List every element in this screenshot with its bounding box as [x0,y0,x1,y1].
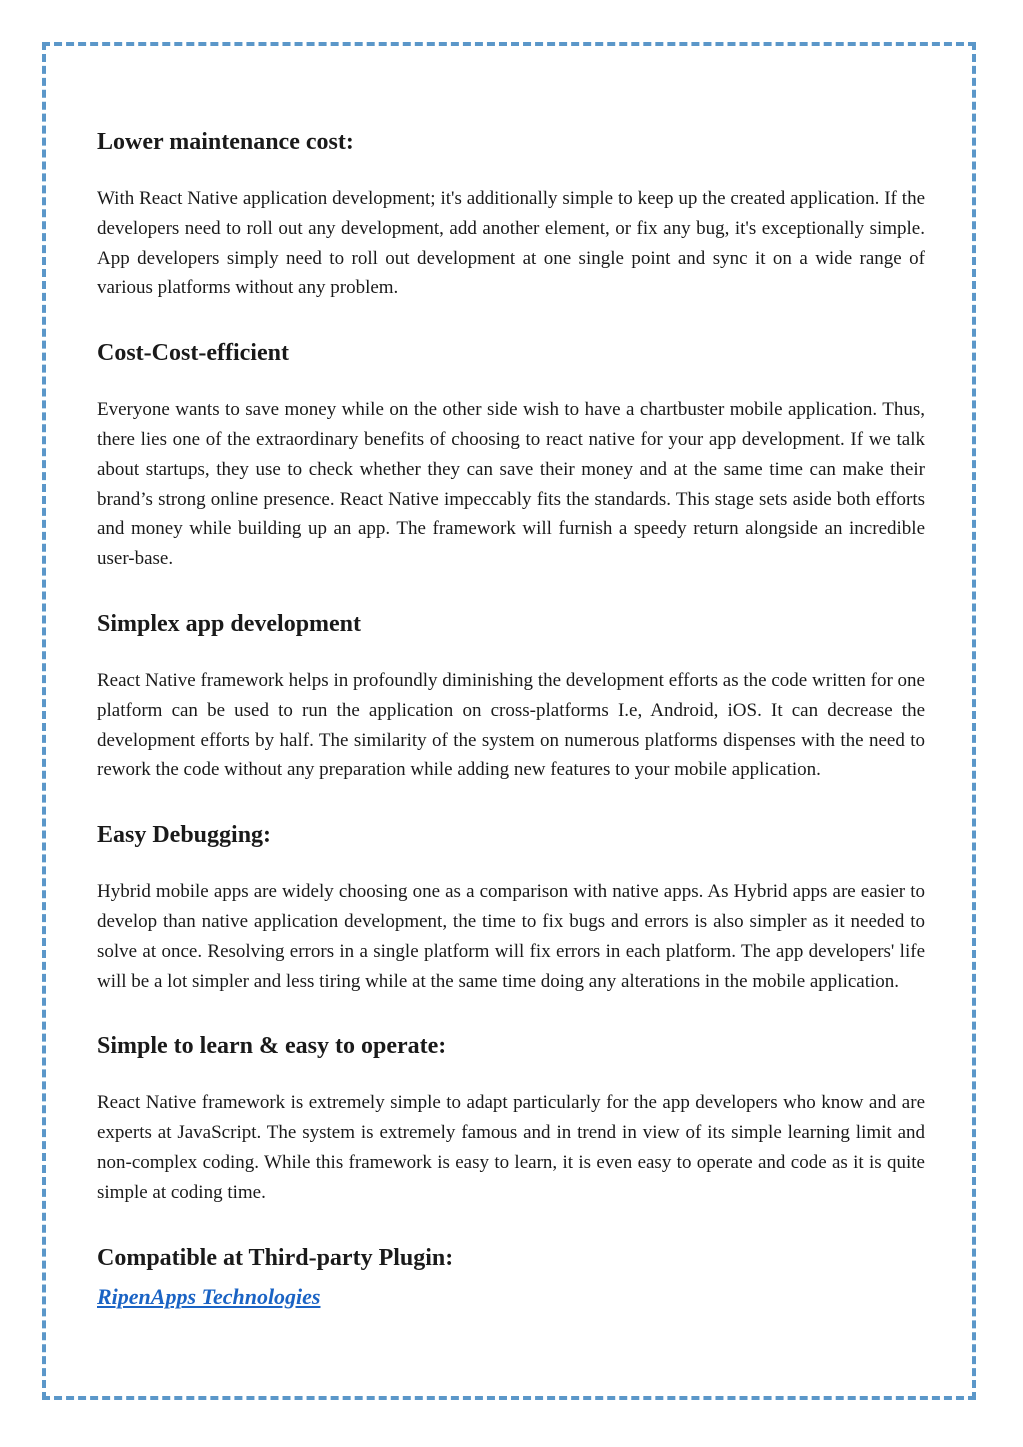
section-lower-maintenance-cost [97,122,925,303]
section-paragraph: Hybrid mobile apps are widely choosing one as a comparison with native apps. As Hybrid apps are easier to develop than native application development, the time to fix bugs and errors is also simpler as it needed to solve at once. Resolving errors in a single platform will fix errors in each platform. The app developers' life will be a lot simpler and less tiring while at the same time doing any alterations in the mobile application. [97,881,925,992]
section-heading: Simple to learn & easy to operate: [97,1033,447,1060]
section-paragraph: React Native framework is extremely simple to adapt particularly for the app developers who know and are experts at JavaScript. The system is extremely famous and in trend in view of its simple learning limit and non-complex coding. While this framework is easy to learn, it is even easy to operate and code as it is quite simple at coding time. [97,1092,925,1203]
section-heading: Cost-Cost-efficient [97,340,289,367]
section-heading: Compatible at Third-party Plugin: [97,1244,454,1271]
section-heading: Lower maintenance cost: [97,129,354,155]
section-paragraph: Everyone wants to save money while on the other side wish to have a chartbuster mobile application. Thus, there lies one of the extraordinary benefits of choosing to react native for your app development. If we talk about startups, they use to check whether they can save their money and at the same time can make their brand’s strong online presence. React Native impeccably fits the standards. This stage sets aside both efforts and money while building up an app. The framework will furnish a speedy return alongside an incredible user-base. [97,399,925,570]
section-paragraph: With React Native application development; it's additionally simple to keep up the created application. If the developers need to roll out any development, add another element, or fix any bug, it's exceptionally simple. App developers simply need to roll out development at one single point and sync it on a wide range of various platforms without any problem. [97,188,925,299]
section-paragraph: React Native framework helps in profoundly diminishing the development efforts as the code written for one platform can be used to run the application on cross-platforms I.e, Android, iOS. It can decrease the development efforts by half. The similarity of the system on numerous platforms dispenses with the need to rework the code without any preparation while adding new features to your mobile application. [97,669,925,781]
section-cost-efficient [97,333,925,574]
section-heading: Simplex app development [97,610,362,637]
company-link[interactable]: RipenApps Technologies [97,1283,321,1309]
section-simplex-app-development [97,604,925,785]
document-content [97,122,925,1310]
section-third-party-plugin [97,1238,925,1278]
section-heading: Easy Debugging: [97,822,272,849]
section-easy-debugging [97,815,925,996]
section-simple-to-learn [97,1026,925,1207]
